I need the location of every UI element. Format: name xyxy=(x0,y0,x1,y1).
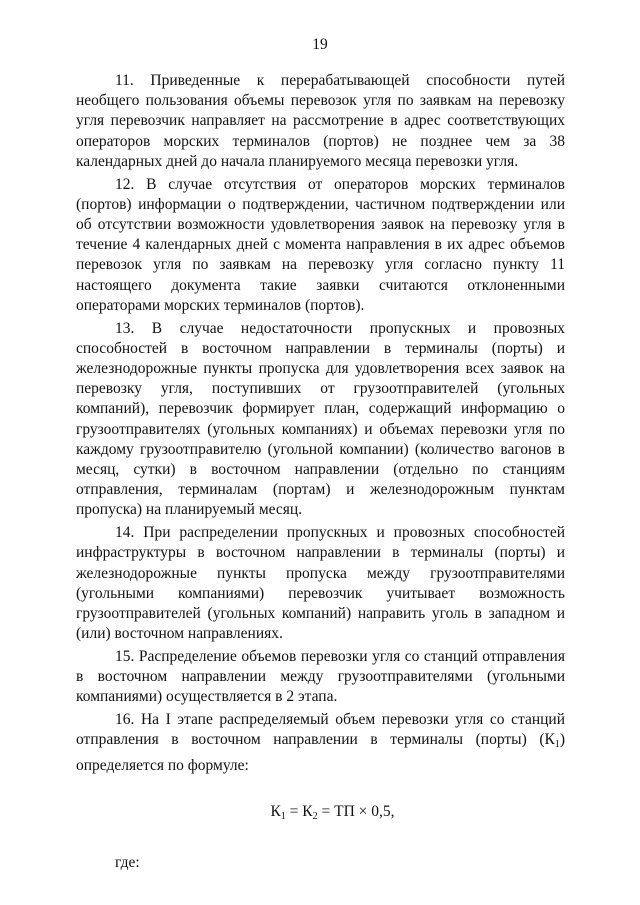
page-number: 19 xyxy=(312,36,328,53)
paragraph-16-subscript: 1 xyxy=(554,739,560,751)
formula-rest: = ТП × 0,5, xyxy=(317,802,395,820)
formula-sub-2: 2 xyxy=(312,810,318,822)
paragraph-15: 15. Распределение объемов перевозки угля со станций отправления в восточном направлении между грузоотправителями (угольными компаниями) осуществляется в 2 этапа. xyxy=(76,648,565,706)
where-label: где: xyxy=(115,854,140,872)
formula-k1: К xyxy=(270,802,281,820)
paragraph-11: 11. Приведенные к перерабатывающей способности путей необщего пользования объемы перевозок угля по заявкам на перевозку угля перевозчик направляет на рассмотрение в адрес соответствующих операторов морских терминалов (портов) не позднее чем за 38 календарных дней до начала планируемого месяца перевозки угля. xyxy=(76,72,565,170)
formula-eq-k2: = К xyxy=(285,802,313,820)
document-body xyxy=(76,71,565,873)
paragraph-13: 13. В случае недостаточности пропускных и провозных способностей в восточном направлении в терминалы (порты) и железнодорожные пункты пропуска для удовлетворения всех заявок на перевозку угля, поступивших от грузоотправителей (угольных компаний), перевозчик формирует план, содержащий информацию о грузоотправителях (угольных компаниях) и объемах перевозки угля по каждому грузоотправителю (угольной компании) (количество вагонов в месяц, сутки) в восточном направлении (отдельно по станциям отправления, терминалам (портам) и железнодорожным пунктам пропуска) на планируемый месяц. xyxy=(76,319,565,519)
paragraph-16-text: 16. На I этапе распределяемый объем перевозки угля со станций отправления в восточном направлении в терминалы (порты) (К xyxy=(76,711,565,749)
formula-sub-1: 1 xyxy=(280,810,286,822)
paragraph-16-tail: ) определяется по формуле: xyxy=(76,731,565,774)
paragraph-14: 14. При распределении пропускных и провозных способностей инфраструктуры в восточном направлении в терминалы (порты) и железнодорожные пункты пропуска между грузоотправителями (угольными компаниями) перевозчик учитывает возможность грузоотправителей (угольных компаний) направить уголь в западном и (или) восточном направлениях. xyxy=(76,524,565,643)
paragraph-12: 12. В случае отсутствия от операторов морских терминалов (портов) информации о подтверждении, частичном подтверждении или об отсутствии возможности удовлетворения заявок на перевозку угля в течение 4 календарных дней с момента направления в их адрес объемов перевозок угля по заявкам на перевозку угля согласно пункту 11 настоящего документа такие заявки считаются отклоненными операторами морских терминалов (портов). xyxy=(76,175,565,314)
paragraph-16 xyxy=(76,710,565,776)
formula xyxy=(76,802,565,827)
